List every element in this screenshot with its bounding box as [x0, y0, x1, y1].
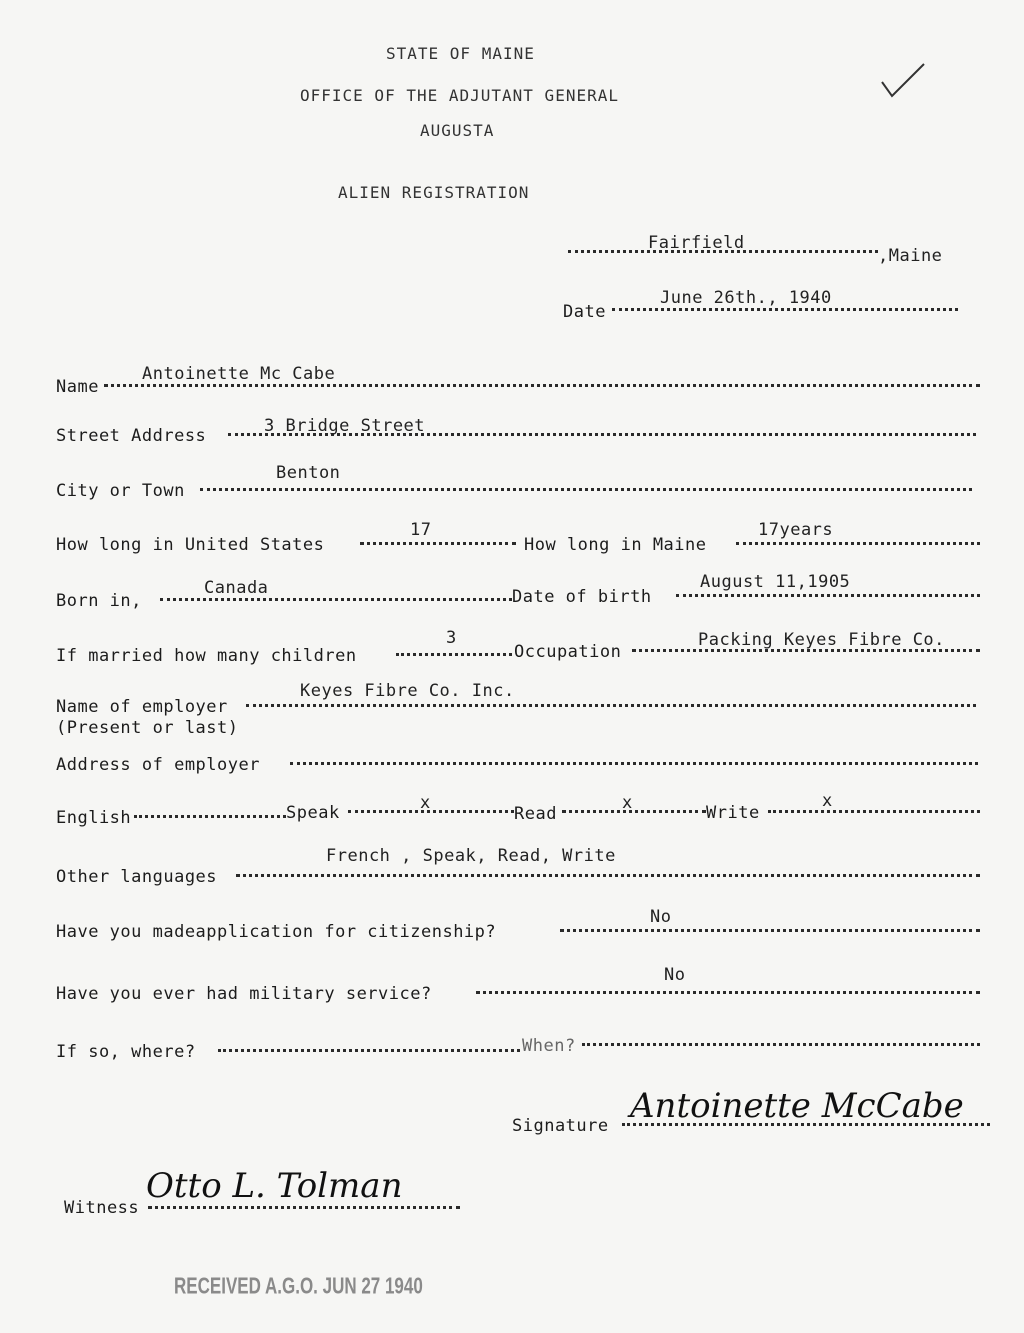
military-value: No [664, 965, 686, 985]
where-line [218, 1047, 520, 1052]
occupation-label: Occupation [514, 642, 622, 662]
english-label: English [56, 808, 132, 828]
employer-label: Name of employer [56, 697, 228, 717]
when-line [582, 1041, 980, 1046]
how-long-maine-label: How long in Maine [524, 535, 707, 555]
english-read-label: Read [514, 804, 557, 824]
citizenship-line [560, 927, 980, 932]
children-line [396, 651, 512, 656]
street-value: 3 Bridge Street [264, 416, 426, 436]
name-value: Antoinette Mc Cabe [142, 364, 336, 384]
citizenship-label: Have you madeapplication for citizenship? [56, 922, 497, 942]
other-languages-label: Other languages [56, 867, 218, 887]
english-write-label: Write [706, 803, 760, 823]
dob-label: Date of birth [512, 587, 652, 607]
place-town: Fairfield [648, 233, 745, 253]
employer-line [246, 702, 976, 707]
how-long-maine-line [736, 540, 980, 545]
how-long-us-line [360, 540, 516, 545]
dob-value: August 11,1905 [700, 572, 851, 592]
english-line-2 [348, 808, 514, 813]
place-state: ,Maine [878, 246, 943, 266]
witness-handwriting: Otto L. Tolman [146, 1166, 403, 1206]
name-label: Name [56, 377, 99, 397]
occupation-value: Packing Keyes Fibre Co. [698, 630, 945, 650]
children-label: If married how many children [56, 646, 357, 666]
checkmark-icon [878, 60, 928, 102]
employer-sublabel: (Present or last) [56, 718, 239, 738]
born-in-label: Born in, [56, 591, 142, 611]
employer-value: Keyes Fibre Co. Inc. [300, 681, 515, 701]
children-value: 3 [446, 628, 457, 648]
street-label: Street Address [56, 426, 207, 446]
english-line-1 [134, 813, 286, 818]
date-value: June 26th., 1940 [660, 288, 832, 308]
how-long-us-label: How long in United States [56, 535, 325, 555]
other-languages-value: French , Speak, Read, Write [326, 846, 616, 866]
how-long-maine-value: 17years [758, 520, 834, 540]
english-line-3 [562, 808, 706, 813]
born-in-value: Canada [204, 578, 269, 598]
header-state: STATE OF MAINE [386, 44, 535, 63]
employer-address-label: Address of employer [56, 755, 260, 775]
dob-line [676, 592, 980, 597]
date-label: Date [563, 302, 606, 322]
witness-label: Witness [64, 1198, 140, 1218]
city-value: Benton [276, 463, 341, 483]
when-label: When? [522, 1036, 576, 1056]
header-city: AUGUSTA [420, 121, 495, 140]
military-label: Have you ever had military service? [56, 984, 432, 1004]
employer-address-line [290, 760, 978, 765]
other-languages-line [236, 872, 980, 877]
city-line [200, 486, 972, 491]
citizenship-value: No [650, 907, 672, 927]
where-label: If so, where? [56, 1042, 196, 1062]
form-title: ALIEN REGISTRATION [338, 183, 530, 202]
how-long-us-value: 17 [410, 520, 432, 540]
signature-handwriting: Antoinette McCabe [630, 1086, 964, 1126]
english-write-mark: x [822, 791, 833, 811]
military-line [476, 989, 980, 994]
received-stamp: RECEIVED A.G.O. JUN 27 1940 [174, 1273, 423, 1299]
english-read-mark: x [622, 793, 633, 813]
city-label: City or Town [56, 481, 185, 501]
english-speak-label: Speak [286, 803, 340, 823]
english-speak-mark: x [420, 793, 431, 813]
signature-label: Signature [512, 1116, 609, 1136]
english-line-4 [768, 808, 980, 813]
header-office: OFFICE OF THE ADJUTANT GENERAL [300, 86, 619, 105]
